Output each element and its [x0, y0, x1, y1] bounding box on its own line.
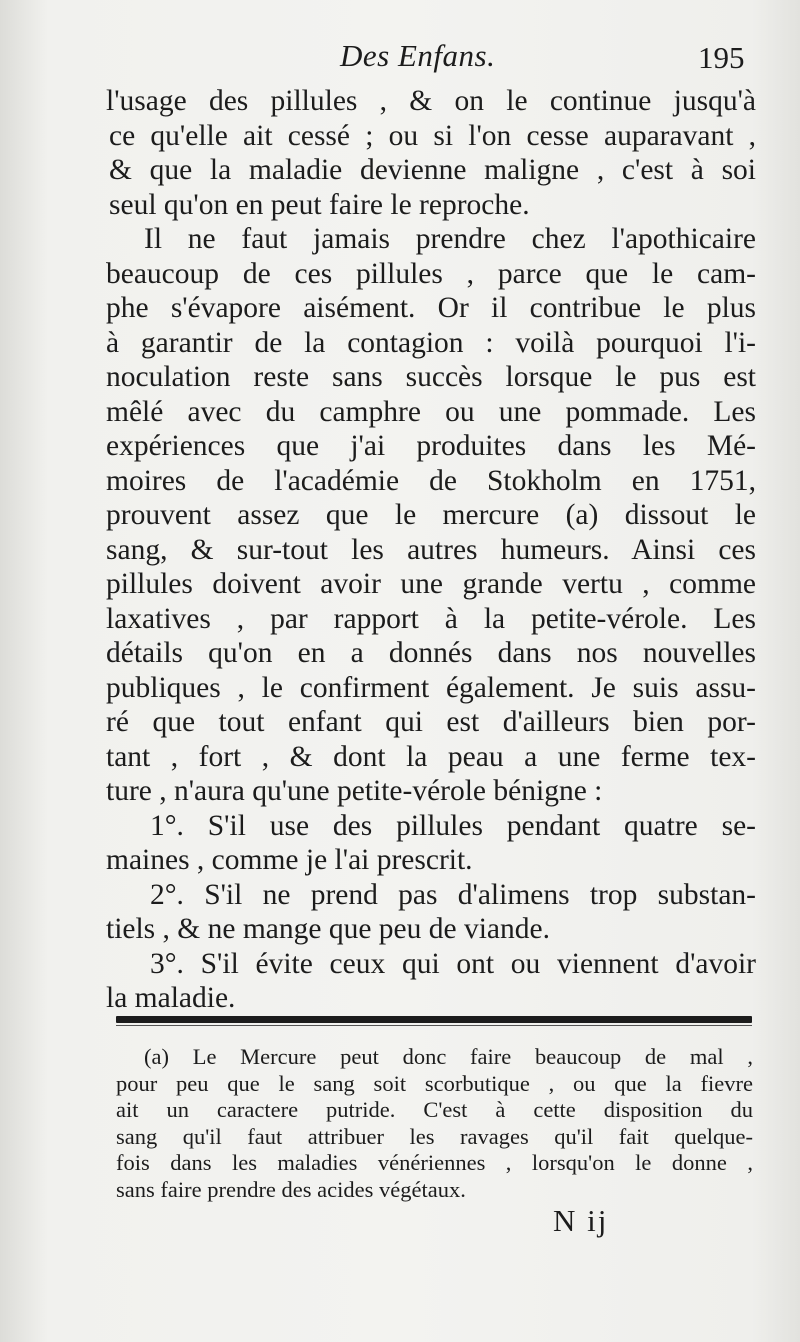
- text-line: tiels , & ne mange que peu de viande.: [106, 913, 550, 945]
- footnote-separator-rule: [116, 1016, 752, 1023]
- text-line: & que la maladie devienne maligne , c'est à soi: [109, 154, 756, 186]
- text-line: ce qu'elle ait cessé ; ou si l'on cesse auparavant ,: [109, 119, 756, 152]
- footnote-line: pour peu que le sang soit scorbutique , ou que la fievre: [116, 1070, 753, 1096]
- text-line: sang, & sur-tout les autres humeurs. Ainsi ces: [106, 533, 756, 566]
- text-line: l'usage des pillules , & on le continue jusqu'à: [106, 85, 756, 117]
- page-header: [0, 38, 800, 82]
- text-line: 1°. S'il use des pillules pendant quatre se-: [150, 809, 756, 842]
- footnote-line: sans faire prendre des acides végétaux.: [116, 1176, 466, 1202]
- text-line: expériences que j'ai produites dans les Mé-: [106, 430, 756, 462]
- text-line: détails qu'on en a donnés dans nos nouvelles: [106, 637, 756, 669]
- page-number: 195: [698, 40, 745, 75]
- signature-mark: N ij: [553, 1203, 609, 1238]
- text-line: seul qu'on en peut faire le reproche.: [109, 188, 530, 221]
- body-text: [106, 84, 756, 1016]
- text-line: beaucoup de ces pillules , parce que le cam-: [106, 257, 756, 290]
- text-line: mêlé avec du camphre ou une pommade. Les: [106, 395, 756, 428]
- footnote-line: sang qu'il faut attribuer les ravages qu'il fait quelque-: [116, 1123, 753, 1149]
- footnote: [116, 1044, 753, 1203]
- text-line: pillules doivent avoir une grande vertu , comme: [106, 568, 756, 600]
- text-line: prouvent assez que le mercure (a) dissout le: [106, 499, 756, 531]
- text-line: Il ne faut jamais prendre chez l'apothicaire: [144, 223, 756, 255]
- footnote-line: (a) Le Mercure peut donc faire beaucoup de mal ,: [144, 1044, 753, 1069]
- text-line: publiques , le confirment également. Je suis assu-: [106, 671, 756, 704]
- text-line: la maladie.: [106, 982, 236, 1014]
- text-line: 2°. S'il ne prend pas d'alimens trop substan-: [150, 878, 756, 911]
- text-line: phe s'évapore aisément. Or il contribue le plus: [106, 292, 756, 324]
- text-line: tant , fort , & dont la peau a une ferme tex-: [106, 740, 756, 773]
- footnote-line: fois dans les maladies vénériennes , lorsqu'on le donne ,: [116, 1150, 753, 1175]
- text-line: laxatives , par rapport à la petite-vérole. Les: [106, 602, 756, 635]
- text-line: 3°. S'il évite ceux qui ont ou viennent d'avoir: [150, 947, 756, 980]
- text-line: noculation reste sans succès lorsque le pus est: [106, 361, 756, 393]
- footnote-line: ait un caractere putride. C'est à cette disposition du: [116, 1097, 753, 1122]
- text-line: ture , n'aura qu'une petite-vérole bénigne :: [106, 775, 603, 807]
- text-line: à garantir de la contagion : voilà pourquoi l'i-: [106, 326, 756, 359]
- running-title: Des Enfans.: [340, 38, 496, 73]
- text-line: moires de l'académie de Stokholm en 1751,: [106, 464, 756, 497]
- text-line: ré que tout enfant qui est d'ailleurs bien por-: [106, 706, 756, 738]
- text-line: maines , comme je l'ai prescrit.: [106, 844, 473, 876]
